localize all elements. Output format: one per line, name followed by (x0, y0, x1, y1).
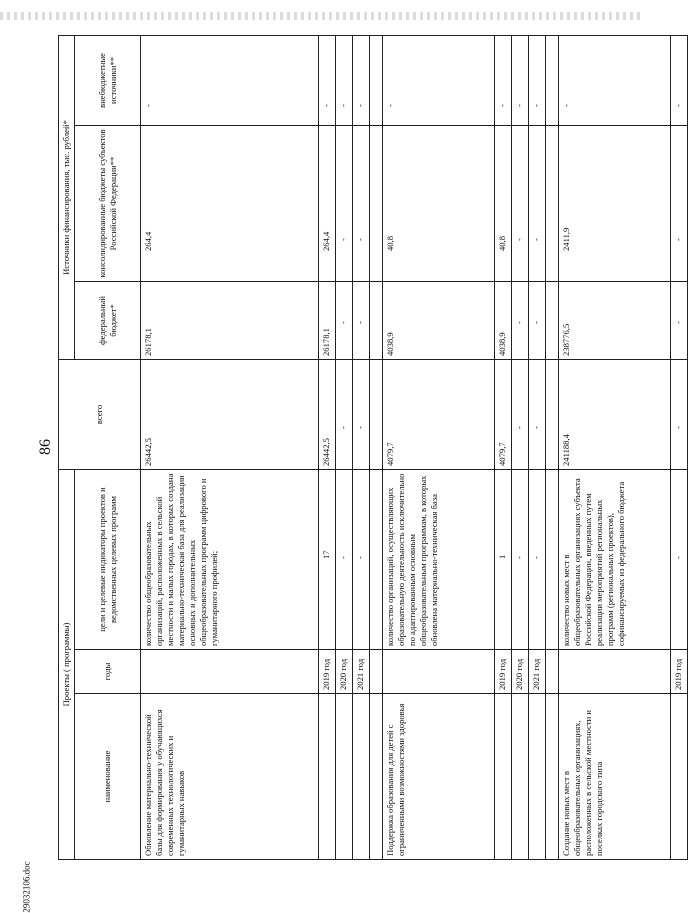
total-value: 4079,7 (495, 359, 512, 469)
goal-value: - (336, 469, 353, 649)
spacer-row (370, 35, 383, 859)
federal-value: 4038,9 (495, 281, 512, 359)
year-label: 2020 год (336, 650, 353, 694)
offbudget-value: - (559, 35, 671, 125)
regional-value: - (671, 125, 688, 281)
header-group-row (59, 35, 75, 859)
federal-value: 26178,1 (319, 281, 336, 359)
year-label: 2021 год (529, 650, 546, 694)
project-name: Создание новых мест в общеобразовательных организациях, расположенных в сельской местности и поселках городского типа (559, 694, 671, 860)
federal-value: - (336, 281, 353, 359)
federal-value: - (512, 281, 529, 359)
year-row (671, 35, 688, 859)
total-value: - (529, 359, 546, 469)
table-row (141, 35, 319, 859)
federal-value: 26178,1 (141, 281, 319, 359)
federal-value: - (671, 281, 688, 359)
regional-value: 264,4 (319, 125, 336, 281)
offbudget-value: - (141, 35, 319, 125)
year-label: 2019 год (495, 650, 512, 694)
scan-top-strip (0, 12, 640, 20)
year-label: 2019 год (319, 650, 336, 694)
goal-value: - (512, 469, 529, 649)
funding-table (58, 35, 688, 860)
offbudget-value: - (512, 35, 529, 125)
goal-value: 1 (495, 469, 512, 649)
offbudget-value: - (319, 35, 336, 125)
header-federal: федеральный бюджет* (75, 281, 141, 359)
total-value: 241188,4 (559, 359, 671, 469)
year-label: 2020 год (512, 650, 529, 694)
header-projects-group: Проекты ( программы) (59, 469, 75, 859)
offbudget-value: - (336, 35, 353, 125)
regional-value: 264,4 (141, 125, 319, 281)
regional-value: 40,8 (383, 125, 495, 281)
regional-value: 40,8 (495, 125, 512, 281)
goal-text: количество организаций, осуществляющих образовательную деятельность исключительно по адаптированным основным общеобразовательным программам, в которых обновлена материально-техническая база (383, 469, 495, 649)
header-goals: цели и целевые индикаторы проектов и ведомственных целевых программ (75, 469, 141, 649)
name-cell (336, 694, 353, 860)
offbudget-value: - (671, 35, 688, 125)
name-cell (495, 694, 512, 860)
offbudget-value: - (495, 35, 512, 125)
goal-value: - (353, 469, 370, 649)
offbudget-value: - (353, 35, 370, 125)
year-row (353, 35, 370, 859)
header-total: всего (59, 359, 141, 469)
offbudget-value: - (529, 35, 546, 125)
year-row (529, 35, 546, 859)
regional-value: - (529, 125, 546, 281)
header-regional: консолидированные бюджеты субъектов Российской Федерации** (75, 125, 141, 281)
year-row (495, 35, 512, 859)
offbudget-value: - (383, 35, 495, 125)
table-row (383, 35, 495, 859)
year-row (336, 35, 353, 859)
regional-value: - (512, 125, 529, 281)
regional-value: 2411,9 (559, 125, 671, 281)
project-name: Поддержка образования для детей с ограниченными возможностями здоровья (383, 694, 495, 860)
year-cell (559, 650, 671, 694)
total-value: - (336, 359, 353, 469)
footer-file-name: 29032106.doc (21, 861, 32, 913)
name-cell (512, 694, 529, 860)
header-name: наименование (75, 694, 141, 860)
name-cell (671, 694, 688, 860)
year-row (512, 35, 529, 859)
year-label: 2021 год (353, 650, 370, 694)
federal-value: - (529, 281, 546, 359)
goal-value: - (529, 469, 546, 649)
year-cell (383, 650, 495, 694)
year-label: 2019 год (671, 650, 688, 694)
header-offbudget: внебюджетные источники** (75, 35, 141, 125)
federal-value: - (353, 281, 370, 359)
spacer-row (546, 35, 559, 859)
goal-value: 17 (319, 469, 336, 649)
year-row (319, 35, 336, 859)
table-row (559, 35, 671, 859)
project-name: Обновление материально-технической базы для формирования у обучающихся современных технологических и гуманитарных навыков (141, 694, 319, 860)
total-value: 26442,5 (319, 359, 336, 469)
total-value: - (512, 359, 529, 469)
header-funding-group: Источники финансирования, тыс. рублей* (59, 35, 75, 359)
goal-value: - (671, 469, 688, 649)
regional-value: - (336, 125, 353, 281)
name-cell (529, 694, 546, 860)
header-years: годы (75, 650, 141, 694)
total-value: 26442,5 (141, 359, 319, 469)
goal-text: количество общеобразовательных организаций, расположенных в сельской местности и малых городах, в которых создана материально-техническая база для реализации основных и дополнительных общеобразовательных программ цифрового и гуманитарного профилей; (141, 469, 319, 649)
name-cell (319, 694, 336, 860)
total-value: - (671, 359, 688, 469)
year-cell (141, 650, 319, 694)
federal-value: 238776,5 (559, 281, 671, 359)
goal-text: количество новых мест в общеобразовательных организациях субъекта Российской Федерации, введенных путем реализации мероприятий региональных программ (региональных проектов), софинансируемых из федерального бюджета (559, 469, 671, 649)
total-value: - (353, 359, 370, 469)
regional-value: - (353, 125, 370, 281)
page-number: 86 (37, 439, 54, 455)
federal-value: 4038,9 (383, 281, 495, 359)
total-value: 4079,7 (383, 359, 495, 469)
rotated-table-container (58, 36, 683, 860)
name-cell (353, 694, 370, 860)
